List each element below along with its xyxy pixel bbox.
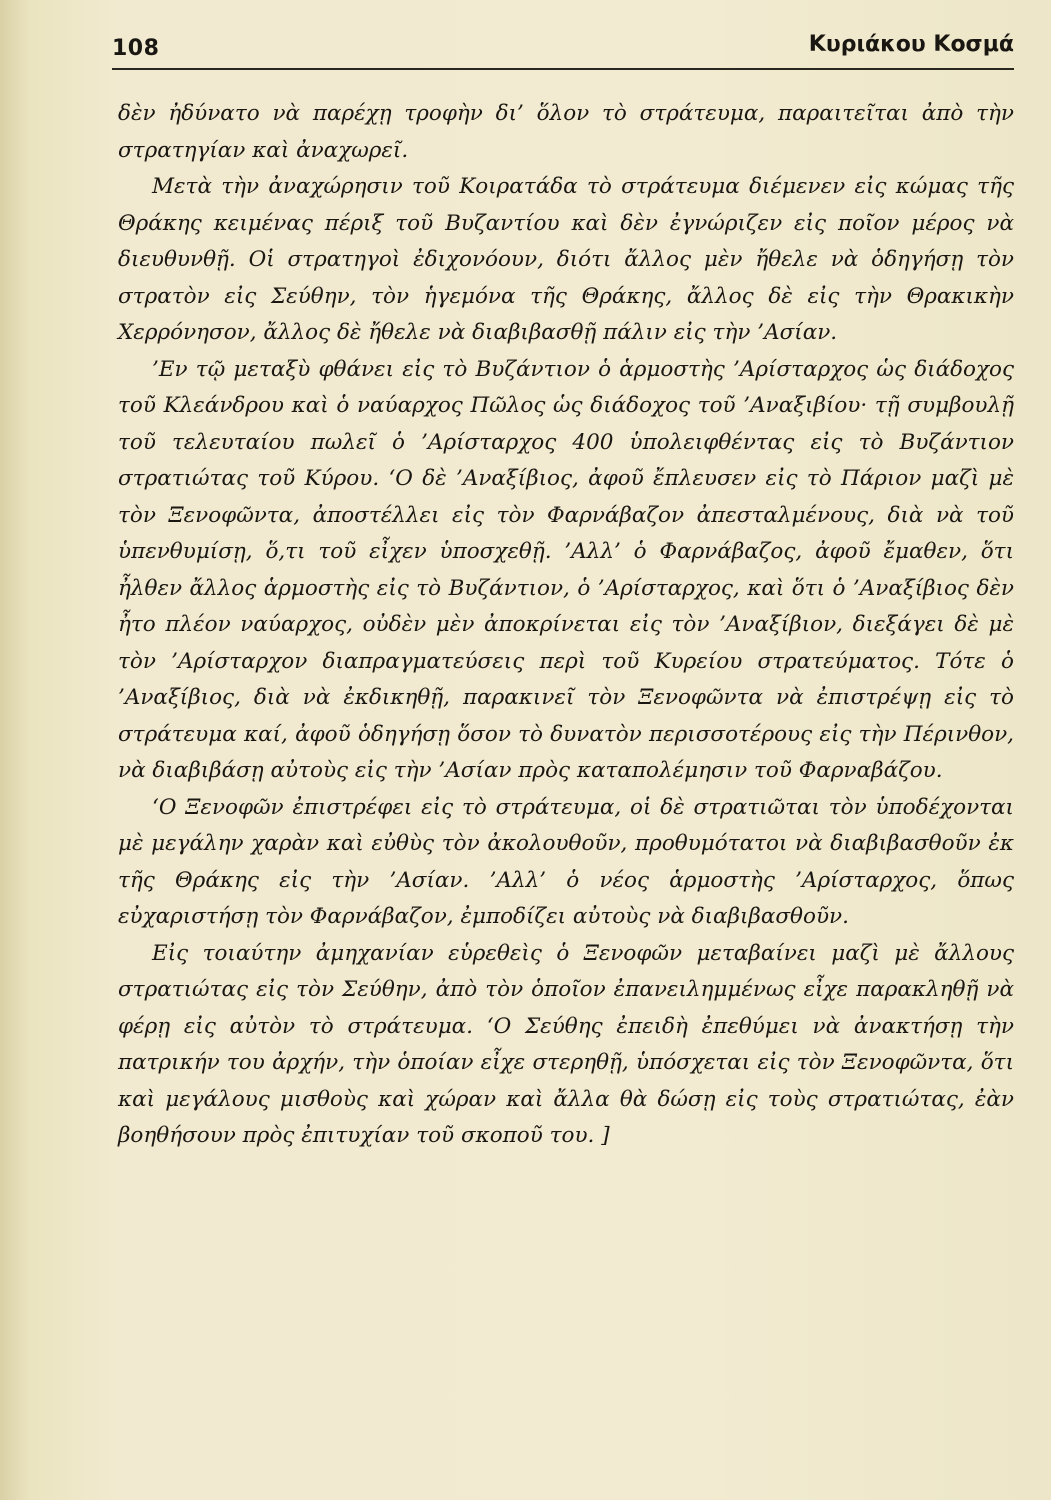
body-text: [118, 96, 1014, 1155]
paragraph: ’Εν τῷ μεταξὺ φθάνει εἰς τὸ Βυζάντιον ὁ ἁρμοστὴς ’Αρίσταρχος ὡς διάδοχος τοῦ Κλεάνδρου καὶ ὁ ναύαρχος Πῶλος ὡς διάδοχος τοῦ ’Αναξιβίου· τῇ συμβουλῇ τοῦ τελευταίου πωλεῖ ὁ ’Αρίσταρχος 400 ὑπολειφθέντας εἰς τὸ Βυζάντιον στρατιώτας τοῦ Κύρου. ‘Ο δὲ ’Αναξίβιος, ἀφοῦ ἔπλευσεν εἰς τὸ Πάριον μαζὶ μὲ τὸν Ξενοφῶντα, ἀποστέλλει εἰς τὸν Φαρνάβαζον ἀπεσταλμένους, διὰ νὰ τοῦ ὑπενθυμίσῃ, ὅ,τι τοῦ εἶχεν ὑποσχεθῇ. ’Αλλ’ ὁ Φαρνάβαζος, ἀφοῦ ἔμαθεν, ὅτι ἦλθεν ἄλλος ἁρμοστὴς εἰς τὸ Βυζάντιον, ὁ ’Αρίσταρχος, καὶ ὅτι ὁ ’Αναξίβιος δὲν ἦτο πλέον ναύαρχος, οὐδὲν μὲν ἀποκρίνεται εἰς τὸν ’Αναξίβιον, διεξάγει δὲ μὲ τὸν ’Αρίσταρχον διαπραγματεύσεις περὶ τοῦ Κυρείου στρατεύματος. Τότε ὁ ’Αναξίβιος, διὰ νὰ ἐκδικηθῇ, παρακινεῖ τὸν Ξενοφῶντα νὰ ἐπιστρέψῃ εἰς τὸ στράτευμα καί, ἀφοῦ ὁδηγήσῃ ὅσον τὸ δυνατὸν περισσοτέρους εἰς τὴν Πέρινθον, νὰ διαβιβάσῃ αὐτοὺς εἰς τὴν ’Ασίαν πρὸς καταπολέμησιν τοῦ Φαρναβάζου.: [118, 356, 1014, 783]
page-header: [112, 30, 1014, 66]
paragraph: ‘Ο Ξενοφῶν ἐπιστρέφει εἰς τὸ στράτευμα, οἱ δὲ στρατιῶται τὸν ὑποδέχονται μὲ μεγάλην χαρὰν καὶ εὐθὺς τὸν ἀκολουθοῦν, προθυμότατοι νὰ διαβιβασθοῦν ἐκ τῆς Θράκης εἰς τὴν ’Ασίαν. ’Αλλ’ ὁ νέος ἁρμοστὴς ’Αρίσταρχος, ὅπως εὐχαριστήσῃ τὸν Φαρνάβαζον, ἐμποδίζει αὐτοὺς νὰ διαβιβασθοῦν.: [118, 794, 1014, 929]
header-rule: [112, 68, 1014, 70]
page-number: 108: [112, 36, 160, 61]
paragraph: Εἰς τοιαύτην ἀμηχανίαν εὑρεθεὶς ὁ Ξενοφῶν μεταβαίνει μαζὶ μὲ ἄλλους στρατιώτας εἰς τὸν Σεύθην, ἀπὸ τὸν ὁποῖον ἐπανειλημμένως εἶχε παρακληθῇ νὰ φέρῃ εἰς αὐτὸν τὸ στράτευμα. ‘Ο Σεύθης ἐπειδὴ ἐπεθύμει νὰ ἀνακτήσῃ τὴν πατρικήν του ἀρχήν, τὴν ὁποίαν εἶχε στερηθῇ, ὑπόσχεται εἰς τὸν Ξενοφῶντα, ὅτι καὶ μεγάλους μισθοὺς καὶ χώραν καὶ ἄλλα θὰ δώσῃ εἰς τοὺς στρατιώτας, ἐὰν βοηθήσουν πρὸς ἐπιτυχίαν τοῦ σκοποῦ του. ]: [118, 940, 1014, 1148]
paragraph: Μετὰ τὴν ἀναχώρησιν τοῦ Κοιρατάδα τὸ στράτευμα διέμενεν εἰς κώμας τῆς Θράκης κειμένας πέριξ τοῦ Βυζαντίου καὶ δὲν ἐγνώριζεν εἰς ποῖον μέρος νὰ διευθυνθῇ. Οἱ στρατηγοὶ ἐδιχονόουν, διότι ἄλλος μὲν ἤθελε νὰ ὁδηγήσῃ τὸν στρατὸν εἰς Σεύθην, τὸν ἡγεμόνα τῆς Θράκης, ἄλλος δὲ εἰς τὴν Θρακικὴν Χερρόνησον, ἄλλος δὲ ἤθελε νὰ διαβιβασθῇ πάλιν εἰς τὴν ’Ασίαν.: [118, 174, 1014, 345]
paragraph: δὲν ἠδύνατο νὰ παρέχῃ τροφὴν δι’ ὅλον τὸ στράτευμα, παραιτεῖται ἀπὸ τὴν στρατηγίαν καὶ ἀναχωρεῖ.: [118, 101, 1014, 163]
running-head: Κυριάκου Κοσμά: [808, 32, 1014, 57]
